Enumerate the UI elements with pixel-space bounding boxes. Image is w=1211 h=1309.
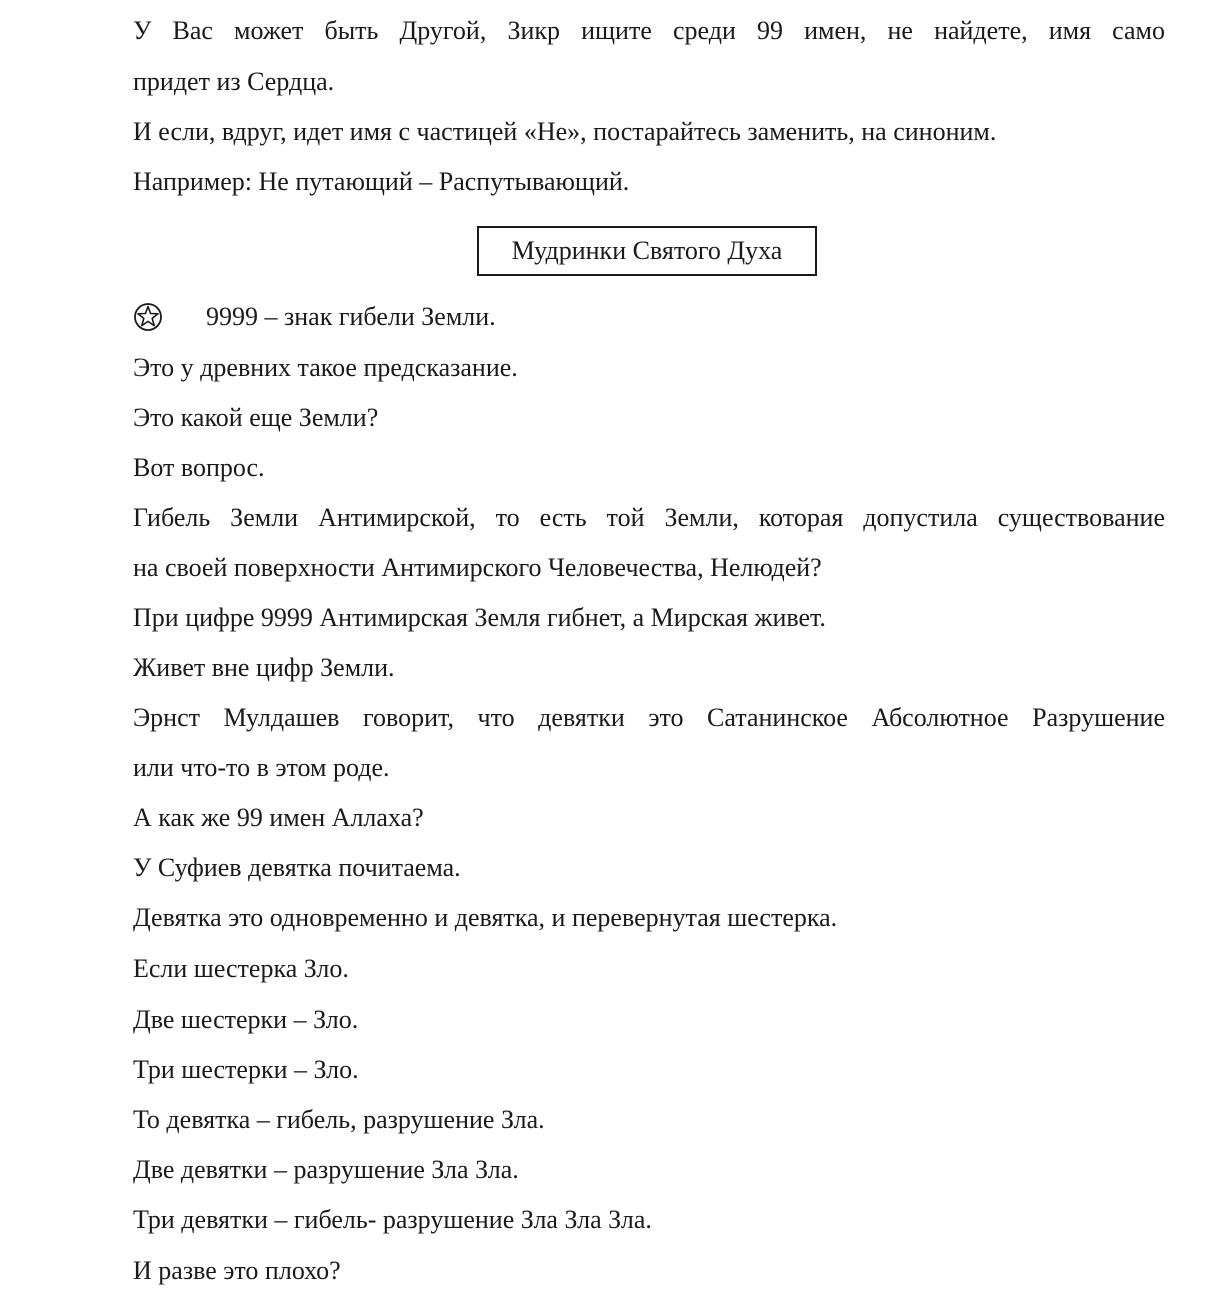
body-line-18: Три девятки – гибель- разрушение Зла Зла Зла.	[133, 1205, 652, 1234]
body-line-14: Две шестерки – Зло.	[133, 1005, 359, 1034]
intro-line-4: Например: Не путающий – Распутывающий.	[133, 167, 630, 196]
body-line-17: Две девятки – разрушение Зла Зла.	[133, 1155, 519, 1184]
body-line-16: То девятка – гибель, разрушение Зла.	[133, 1105, 545, 1134]
body-line-15: Три шестерки – Зло.	[133, 1055, 359, 1084]
intro-line-2: придет из Сердца.	[133, 67, 335, 96]
body-line-9: или что-то в этом роде.	[133, 753, 390, 782]
intro-line-1: У Вас может быть Другой, Зикр ищите среди 99 имен, не найдете, имя само	[133, 16, 1165, 45]
star-in-circle-icon	[133, 302, 163, 332]
body-line-6: При цифре 9999 Антимирская Земля гибнет, а Мирская живет.	[133, 603, 826, 632]
body-line-2: Это какой еще Земли?	[133, 403, 379, 432]
body-line-11: У Суфиев девятка почитаема.	[133, 853, 461, 882]
intro-line-3: И если, вдруг, идет имя с частицей «Не», постарайтесь заменить, на синоним.	[133, 117, 997, 146]
body-line-1: Это у древних такое предсказание.	[133, 353, 518, 382]
body-line-12: Девятка это одновременно и девятка, и перевернутая шестерка.	[133, 903, 838, 932]
body-line-5: на своей поверхности Антимирского Человечества, Нелюдей?	[133, 553, 822, 582]
body-line-4: Гибель Земли Антимирской, то есть той Земли, которая допустила существование	[133, 503, 1165, 532]
body-line-7: Живет вне цифр Земли.	[133, 653, 395, 682]
body-line-8: Эрнст Мулдашев говорит, что девятки это Сатанинское Абсолютное Разрушение	[133, 703, 1165, 732]
body-line-13: Если шестерка Зло.	[133, 954, 349, 983]
bullet-text: 9999 – знак гибели Земли.	[206, 302, 496, 331]
body-line-10: А как же 99 имен Аллаха?	[133, 803, 424, 832]
section-heading: Мудринки Святого Духа	[477, 226, 817, 276]
body-line-19: И разве это плохо?	[133, 1256, 341, 1285]
body-line-3: Вот вопрос.	[133, 453, 265, 482]
